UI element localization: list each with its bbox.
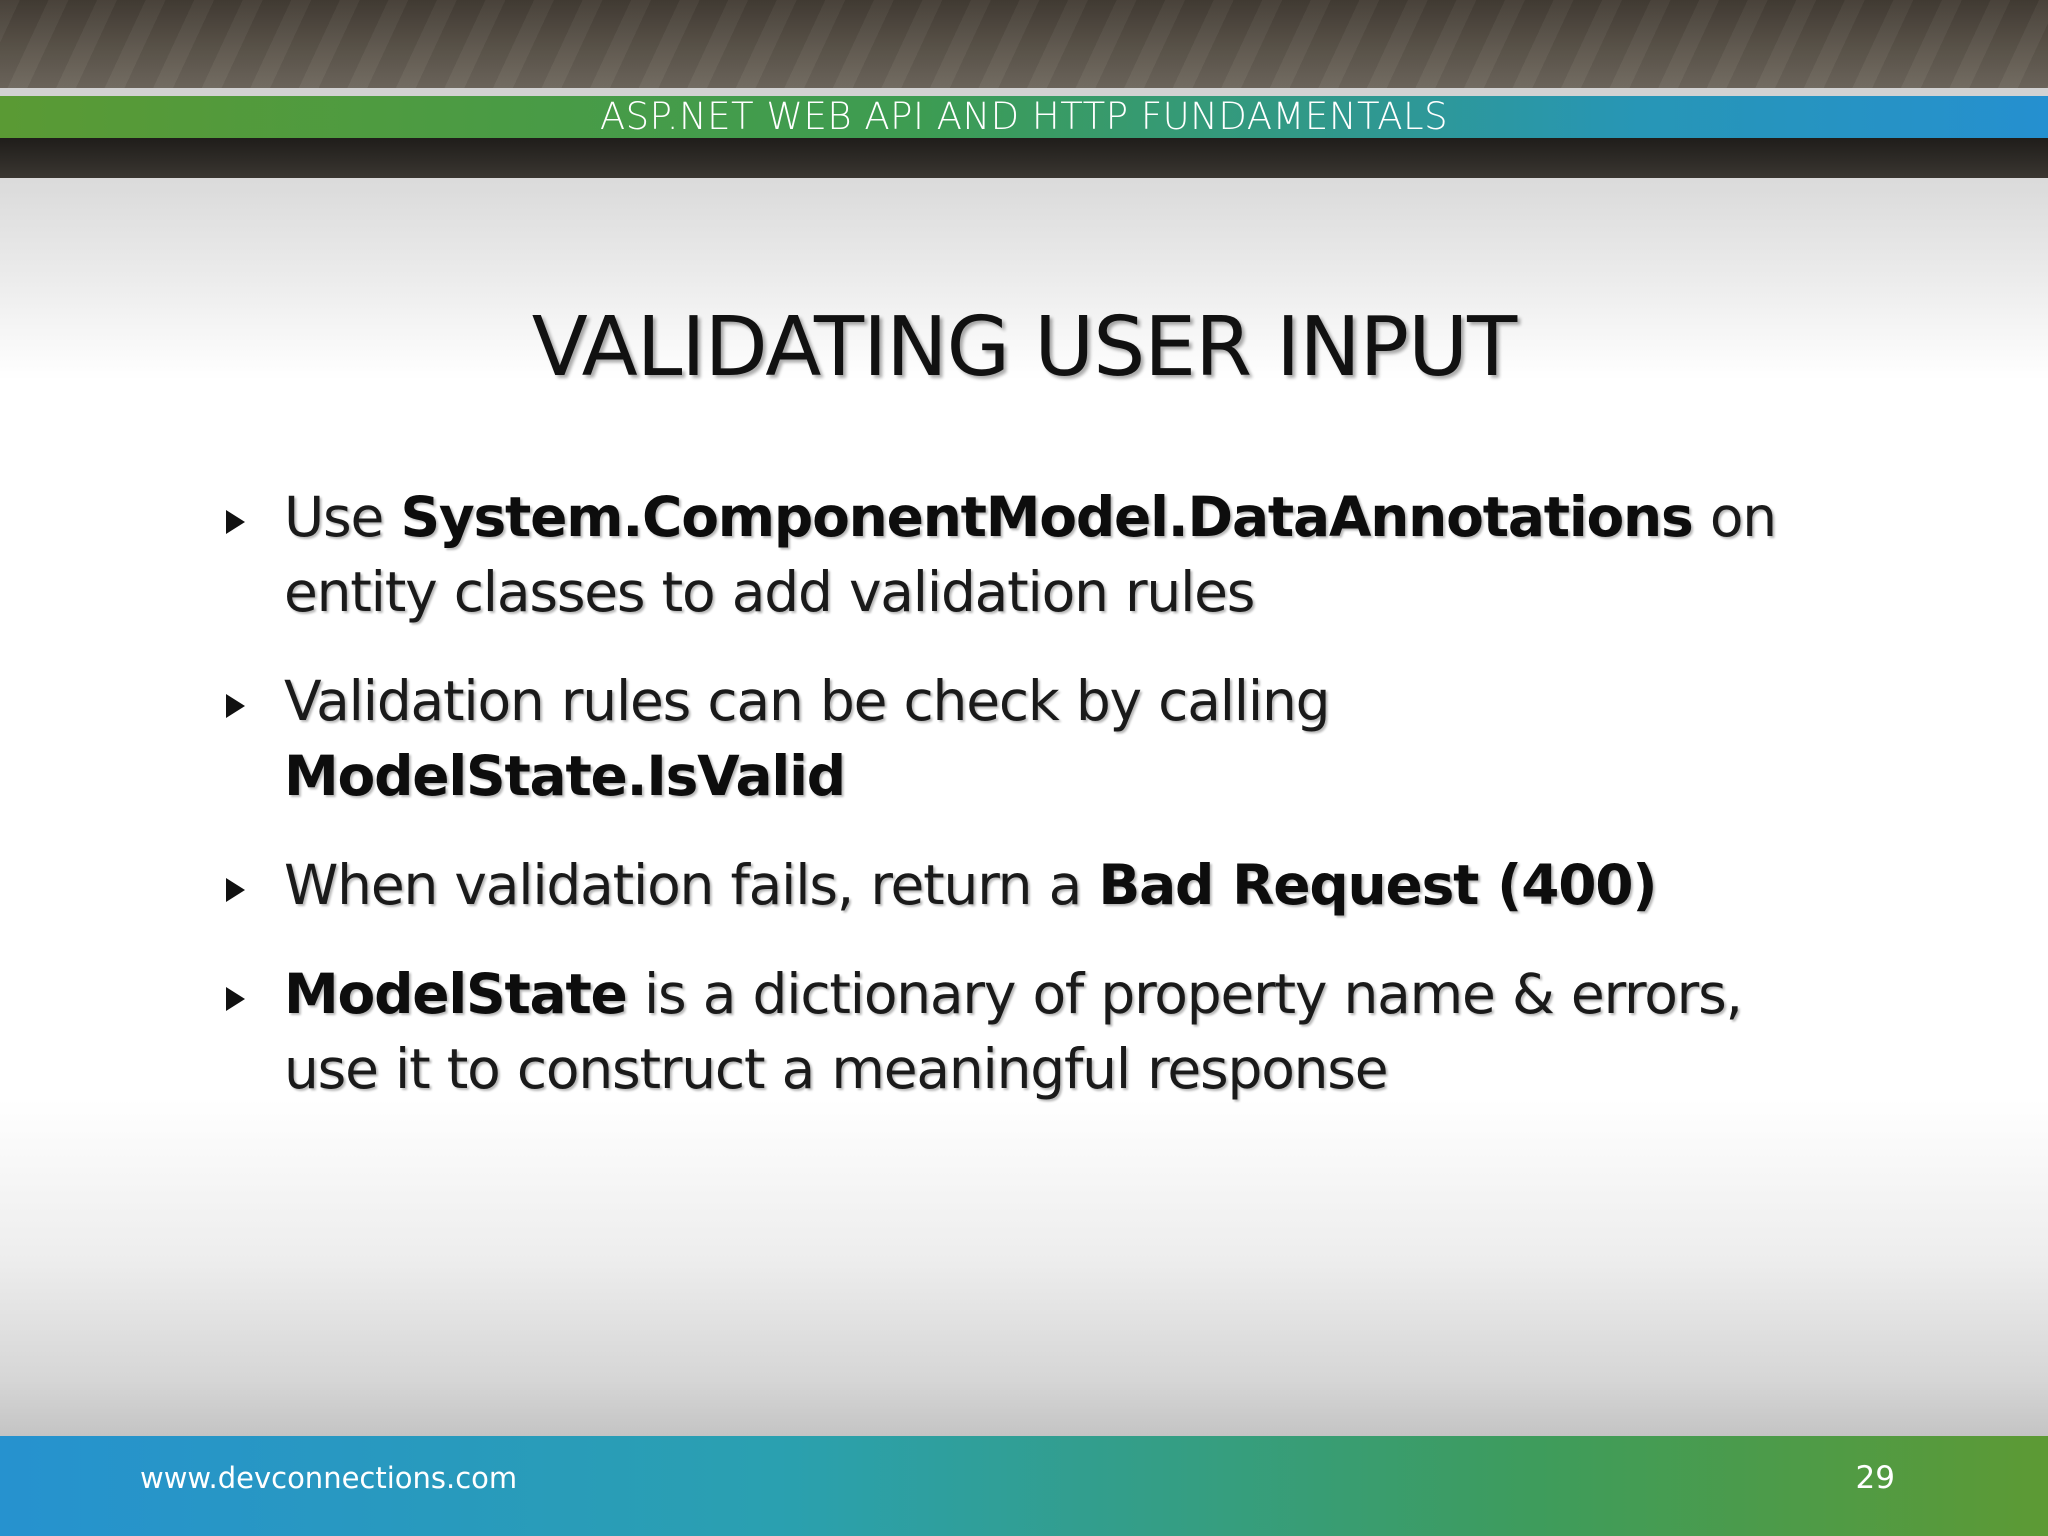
bullet-text bbox=[284, 848, 1782, 923]
header-texture bbox=[0, 0, 2048, 88]
bullet-segment: When validation fails, return a bbox=[284, 853, 1099, 917]
bullet-segment: is a dictionary of property name & errors, use it to construct a meaningful response bbox=[284, 962, 1742, 1101]
bullet-item bbox=[222, 664, 1782, 814]
bullet-segment: Validation rules can be check by calling bbox=[284, 669, 1330, 733]
bullet-segment: Use bbox=[284, 485, 401, 549]
header-divider-band bbox=[0, 138, 2048, 178]
bullet-item bbox=[222, 848, 1782, 923]
course-title: ASP.NET WEB API AND HTTP FUNDAMENTALS bbox=[599, 95, 1449, 138]
bullet-segment-bold: Bad Request (400) bbox=[1098, 853, 1657, 917]
footer-bar bbox=[0, 1436, 2048, 1536]
bullet-text bbox=[284, 957, 1782, 1107]
bullet-triangle-icon bbox=[226, 987, 245, 1011]
bullet-text bbox=[284, 480, 1782, 630]
bullet-text bbox=[284, 664, 1782, 814]
bullet-triangle-icon bbox=[226, 510, 245, 534]
course-title-strip bbox=[0, 96, 2048, 138]
bullet-list bbox=[222, 480, 1782, 1141]
bullet-item bbox=[222, 480, 1782, 630]
page-number: 29 bbox=[1855, 1460, 1895, 1496]
bullet-triangle-icon bbox=[226, 694, 245, 718]
bullet-segment-bold: ModelState.IsValid bbox=[284, 744, 845, 808]
bullet-segment-bold: System.ComponentModel.DataAnnotations bbox=[400, 485, 1693, 549]
slide-title: VALIDATING USER INPUT bbox=[531, 300, 1517, 395]
bullet-item bbox=[222, 957, 1782, 1107]
header-texture-band bbox=[0, 0, 2048, 88]
bullet-segment: on entity classes to add validation rules bbox=[284, 485, 1776, 624]
bullet-segment-bold: ModelState bbox=[284, 962, 627, 1026]
bullet-triangle-icon bbox=[226, 878, 245, 902]
footer-website: www.devconnections.com bbox=[140, 1461, 518, 1495]
